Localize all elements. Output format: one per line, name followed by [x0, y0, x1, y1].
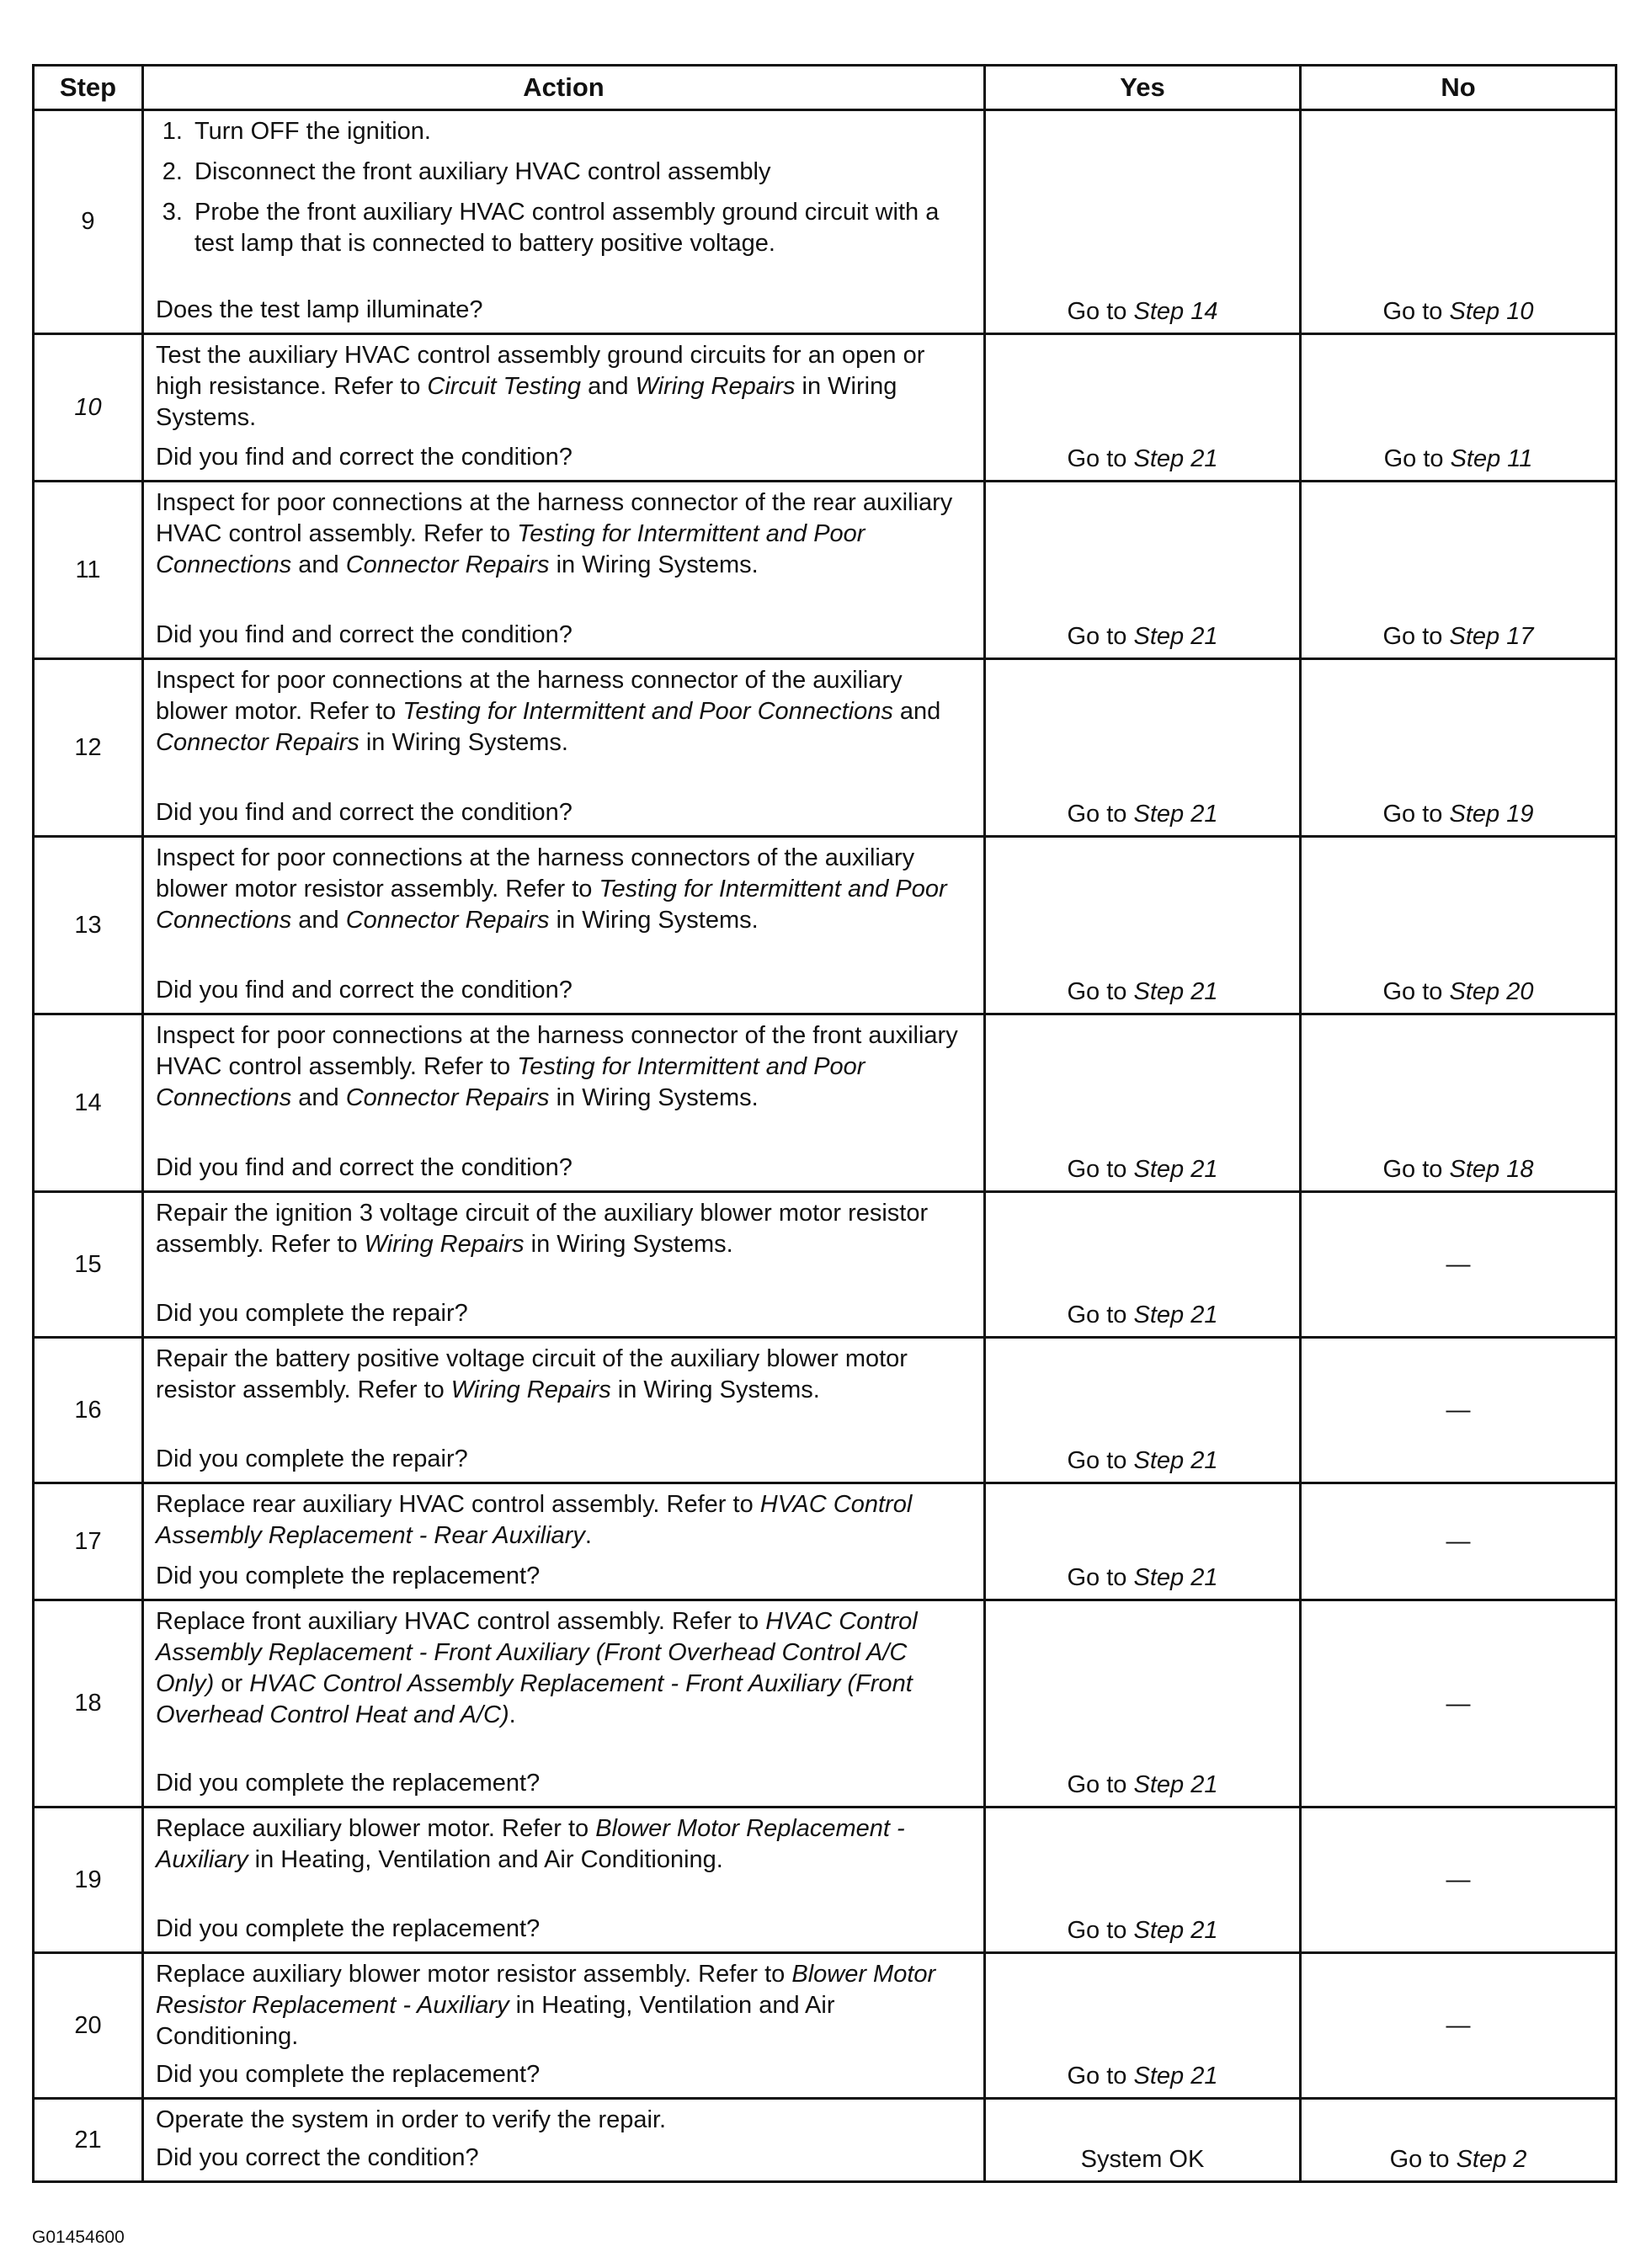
table-row	[34, 1014, 1616, 1192]
no-cell	[1301, 1192, 1616, 1338]
yes-cell	[985, 1953, 1301, 2099]
instruction-text: and	[291, 551, 346, 578]
no-cell	[1301, 659, 1616, 837]
step-number: 14	[34, 1014, 143, 1192]
yes-prefix: Go to	[1067, 298, 1134, 325]
no-text: —	[1446, 1528, 1471, 1555]
yes-step-ref: Step 21	[1133, 1771, 1218, 1798]
table-body	[34, 110, 1616, 2182]
yes-step-ref: Step 21	[1133, 978, 1218, 1005]
no-cell	[1301, 837, 1616, 1014]
header-no: No	[1301, 66, 1616, 110]
instruction-text: Inspect for poor connections at the harness connector of the front auxiliary HVAC control assembly. Refer to	[156, 1022, 958, 1080]
reference-link: HVAC Control Assembly Replacement - Rear Auxiliary	[156, 1491, 913, 1549]
table-row	[34, 110, 1616, 334]
action-question: Did you find and correct the condition?	[156, 977, 573, 1004]
action-cell	[143, 1192, 985, 1338]
no-cell	[1301, 334, 1616, 482]
action-question: Did you complete the replacement?	[156, 1770, 541, 1797]
instruction-text: and	[581, 373, 636, 400]
yes-cell	[985, 837, 1301, 1014]
action-cell	[143, 1014, 985, 1192]
action-instruction	[156, 1344, 972, 1406]
no-text: —	[1446, 2012, 1471, 2039]
yes-step-ref: Step 21	[1133, 623, 1218, 650]
yes-cell	[985, 1192, 1301, 1338]
no-prefix: Go to	[1389, 2146, 1457, 2173]
yes-cell	[985, 110, 1301, 334]
action-cell	[143, 1807, 985, 1953]
instruction-text: in Wiring Systems.	[524, 1231, 733, 1258]
substep-item: 2. Disconnect the front auxiliary HVAC control assembly	[189, 157, 972, 188]
header-action: Action	[143, 66, 985, 110]
yes-cell	[985, 1600, 1301, 1807]
reference-link: HVAC Control Assembly Replacement - Front Auxiliary (Front Overhead Control Heat and A/C)	[156, 1670, 913, 1728]
no-cell	[1301, 110, 1616, 334]
action-instruction	[156, 665, 972, 759]
no-step-ref: Step 2	[1456, 2146, 1527, 2173]
instruction-text: or	[214, 1670, 250, 1697]
action-cell	[143, 1338, 985, 1483]
no-cell	[1301, 1807, 1616, 1953]
yes-cell	[985, 1807, 1301, 1953]
yes-prefix: Go to	[1067, 1447, 1134, 1474]
no-cell	[1301, 1014, 1616, 1192]
instruction-text: in Wiring Systems.	[549, 1084, 759, 1111]
substep-list	[156, 116, 972, 259]
no-prefix: Go to	[1382, 978, 1450, 1005]
step-number: 11	[34, 482, 143, 659]
yes-step-ref: Step 21	[1133, 1156, 1218, 1183]
substep-item: 1. Turn OFF the ignition.	[189, 116, 972, 147]
action-cell	[143, 1600, 985, 1807]
reference-link: Testing for Intermittent and Poor Connections	[156, 1053, 865, 1111]
reference-link: Blower Motor Resistor Replacement - Auxiliary	[156, 1961, 936, 2019]
reference-link: Connector Repairs	[156, 729, 359, 756]
instruction-text: Test the auxiliary HVAC control assembly ground circuits for an open or high resistance. Refer to	[156, 342, 925, 400]
table-row	[34, 1600, 1616, 1807]
step-number: 15	[34, 1192, 143, 1338]
action-instruction	[156, 1813, 972, 1876]
table-row	[34, 1953, 1616, 2099]
no-text: —	[1446, 1866, 1471, 1893]
step-number: 12	[34, 659, 143, 837]
no-cell	[1301, 1600, 1616, 1807]
action-cell	[143, 659, 985, 837]
table-row	[34, 1807, 1616, 1953]
action-cell	[143, 1953, 985, 2099]
no-step-ref: Step 19	[1449, 801, 1534, 828]
reference-link: Wiring Repairs	[450, 1376, 611, 1403]
no-cell	[1301, 1338, 1616, 1483]
table-row	[34, 1192, 1616, 1338]
yes-cell	[985, 1483, 1301, 1600]
table-row	[34, 837, 1616, 1014]
action-question: Did you find and correct the condition?	[156, 444, 573, 471]
action-instruction	[156, 1606, 972, 1731]
instruction-text: Replace front auxiliary HVAC control assembly. Refer to	[156, 1608, 766, 1635]
action-instruction	[156, 1198, 972, 1260]
figure-id: G01454600	[32, 2228, 125, 2247]
instruction-text: Replace rear auxiliary HVAC control assembly. Refer to	[156, 1491, 760, 1518]
action-instruction	[156, 340, 972, 434]
instruction-text: Repair the battery positive voltage circuit of the auxiliary blower motor resistor assembly. Refer to	[156, 1345, 908, 1403]
action-instruction	[156, 487, 972, 581]
action-question: Does the test lamp illuminate?	[156, 296, 483, 323]
no-cell	[1301, 1483, 1616, 1600]
step-number: 17	[34, 1483, 143, 1600]
instruction-text: .	[584, 1522, 592, 1549]
step-number: 19	[34, 1807, 143, 1953]
action-question: Did you correct the condition?	[156, 2144, 479, 2171]
instruction-text: and	[892, 698, 941, 725]
yes-prefix: Go to	[1067, 1156, 1134, 1183]
reference-link: Blower Motor Replacement - Auxiliary	[156, 1815, 905, 1873]
instruction-text: in Heating, Ventilation and Air Conditioning.	[248, 1846, 723, 1873]
instruction-text: Inspect for poor connections at the harness connectors of the auxiliary blower motor resistor assembly. Refer to	[156, 844, 915, 902]
instruction-text: Inspect for poor connections at the harness connector of the rear auxiliary HVAC control assembly. Refer to	[156, 489, 953, 547]
instruction-text: and	[291, 1084, 346, 1111]
yes-cell	[985, 482, 1301, 659]
reference-link: Connector Repairs	[345, 551, 550, 578]
table-row	[34, 1338, 1616, 1483]
yes-prefix: Go to	[1067, 1917, 1134, 1944]
instruction-text: in Wiring Systems.	[156, 373, 897, 431]
table-row	[34, 334, 1616, 482]
action-question: Did you complete the repair?	[156, 1445, 468, 1472]
no-cell	[1301, 1953, 1616, 2099]
step-number: 21	[34, 2099, 143, 2182]
no-text: —	[1446, 1690, 1471, 1717]
instruction-text: in Wiring Systems.	[549, 907, 759, 934]
yes-cell	[985, 1014, 1301, 1192]
yes-step-ref: Step 21	[1133, 2063, 1218, 2090]
step-number: 20	[34, 1953, 143, 2099]
step-number: 18	[34, 1600, 143, 1807]
instruction-text: in Heating, Ventilation and Air Conditioning.	[156, 1992, 835, 2050]
no-step-ref: Step 20	[1449, 978, 1534, 1005]
instruction-text: Replace auxiliary blower motor. Refer to	[156, 1815, 596, 1842]
action-question: Did you complete the repair?	[156, 1300, 468, 1327]
yes-step-ref: Step 21	[1133, 1917, 1218, 1944]
yes-step-ref: Step 21	[1133, 1302, 1218, 1328]
action-cell	[143, 334, 985, 482]
action-cell	[143, 2099, 985, 2182]
header-step: Step	[34, 66, 143, 110]
no-step-ref: Step 17	[1449, 623, 1534, 650]
instruction-text: Replace auxiliary blower motor resistor assembly. Refer to	[156, 1961, 792, 1988]
no-prefix: Go to	[1382, 623, 1450, 650]
table-header	[34, 66, 1616, 110]
reference-link: Connector Repairs	[345, 1084, 550, 1111]
yes-step-ref: Step 21	[1133, 1447, 1218, 1474]
no-prefix: Go to	[1382, 298, 1450, 325]
instruction-text: in Wiring Systems.	[610, 1376, 820, 1403]
table-row	[34, 1483, 1616, 1600]
yes-prefix: Go to	[1067, 2063, 1134, 2090]
action-instruction	[156, 1020, 972, 1114]
action-question: Did you complete the replacement?	[156, 1563, 541, 1589]
yes-prefix: Go to	[1067, 801, 1134, 828]
reference-link: Wiring Repairs	[635, 373, 796, 400]
no-cell	[1301, 482, 1616, 659]
action-cell	[143, 482, 985, 659]
reference-link: Circuit Testing	[427, 373, 582, 400]
action-cell	[143, 110, 985, 334]
table-row	[34, 659, 1616, 837]
table-row	[34, 2099, 1616, 2182]
action-instruction	[156, 2105, 972, 2136]
no-text: —	[1446, 1397, 1471, 1424]
action-question: Did you find and correct the condition?	[156, 1154, 573, 1181]
yes-step-ref: Step 21	[1133, 801, 1218, 828]
yes-step-ref: Step 14	[1133, 298, 1218, 325]
yes-prefix: Go to	[1067, 623, 1134, 650]
diagnostic-steps-table	[32, 64, 1617, 2183]
yes-cell	[985, 1338, 1301, 1483]
no-prefix: Go to	[1383, 445, 1451, 472]
no-prefix: Go to	[1382, 801, 1450, 828]
no-prefix: Go to	[1382, 1156, 1450, 1183]
action-question: Did you complete the replacement?	[156, 1915, 541, 1942]
step-number: 16	[34, 1338, 143, 1483]
yes-cell	[985, 659, 1301, 837]
yes-step-ref: Step 21	[1133, 445, 1218, 472]
instruction-text: Operate the system in order to verify the repair.	[156, 2106, 667, 2133]
header-yes: Yes	[985, 66, 1301, 110]
action-cell	[143, 1483, 985, 1600]
yes-prefix: Go to	[1067, 978, 1134, 1005]
instruction-text: .	[509, 1701, 516, 1728]
yes-prefix: Go to	[1067, 445, 1134, 472]
reference-link: Testing for Intermittent and Poor Connections	[156, 520, 865, 578]
substep-item: 3. Probe the front auxiliary HVAC control assembly ground circuit with a test lamp that is connected to battery positive voltage.	[189, 197, 972, 259]
action-instruction	[156, 1489, 972, 1552]
instruction-text: in Wiring Systems.	[549, 551, 759, 578]
action-question: Did you find and correct the condition?	[156, 621, 573, 648]
instruction-text: and	[291, 907, 346, 934]
reference-link: Wiring Repairs	[364, 1231, 525, 1258]
instruction-text: Repair the ignition 3 voltage circuit of the auxiliary blower motor resistor assembly. Refer to	[156, 1200, 929, 1258]
reference-link: Testing for Intermittent and Poor Connections	[402, 698, 893, 725]
no-cell	[1301, 2099, 1616, 2182]
reference-link: Testing for Intermittent and Poor Connections	[156, 876, 947, 934]
instruction-text: Inspect for poor connections at the harness connector of the auxiliary blower motor. Refer to	[156, 667, 903, 725]
action-question: Did you complete the replacement?	[156, 2061, 541, 2088]
step-number: 9	[34, 110, 143, 334]
action-instruction	[156, 1959, 972, 2052]
action-instruction	[156, 843, 972, 936]
action-question: Did you find and correct the condition?	[156, 799, 573, 826]
reference-link: Connector Repairs	[345, 907, 550, 934]
instruction-text: in Wiring Systems.	[359, 729, 568, 756]
action-cell	[143, 837, 985, 1014]
no-step-ref: Step 10	[1449, 298, 1534, 325]
table-row	[34, 482, 1616, 659]
no-step-ref: Step 11	[1450, 445, 1533, 472]
no-text: —	[1446, 1251, 1471, 1278]
no-step-ref: Step 18	[1449, 1156, 1534, 1183]
yes-text: System OK	[1080, 2146, 1205, 2173]
step-number: 10	[34, 334, 143, 482]
yes-cell	[985, 334, 1301, 482]
yes-cell	[985, 2099, 1301, 2182]
yes-step-ref: Step 21	[1133, 1564, 1218, 1591]
yes-prefix: Go to	[1067, 1302, 1134, 1328]
step-number: 13	[34, 837, 143, 1014]
reference-link: HVAC Control Assembly Replacement - Front Auxiliary (Front Overhead Control A/C Only)	[156, 1608, 918, 1697]
yes-prefix: Go to	[1067, 1564, 1134, 1591]
yes-prefix: Go to	[1067, 1771, 1134, 1798]
